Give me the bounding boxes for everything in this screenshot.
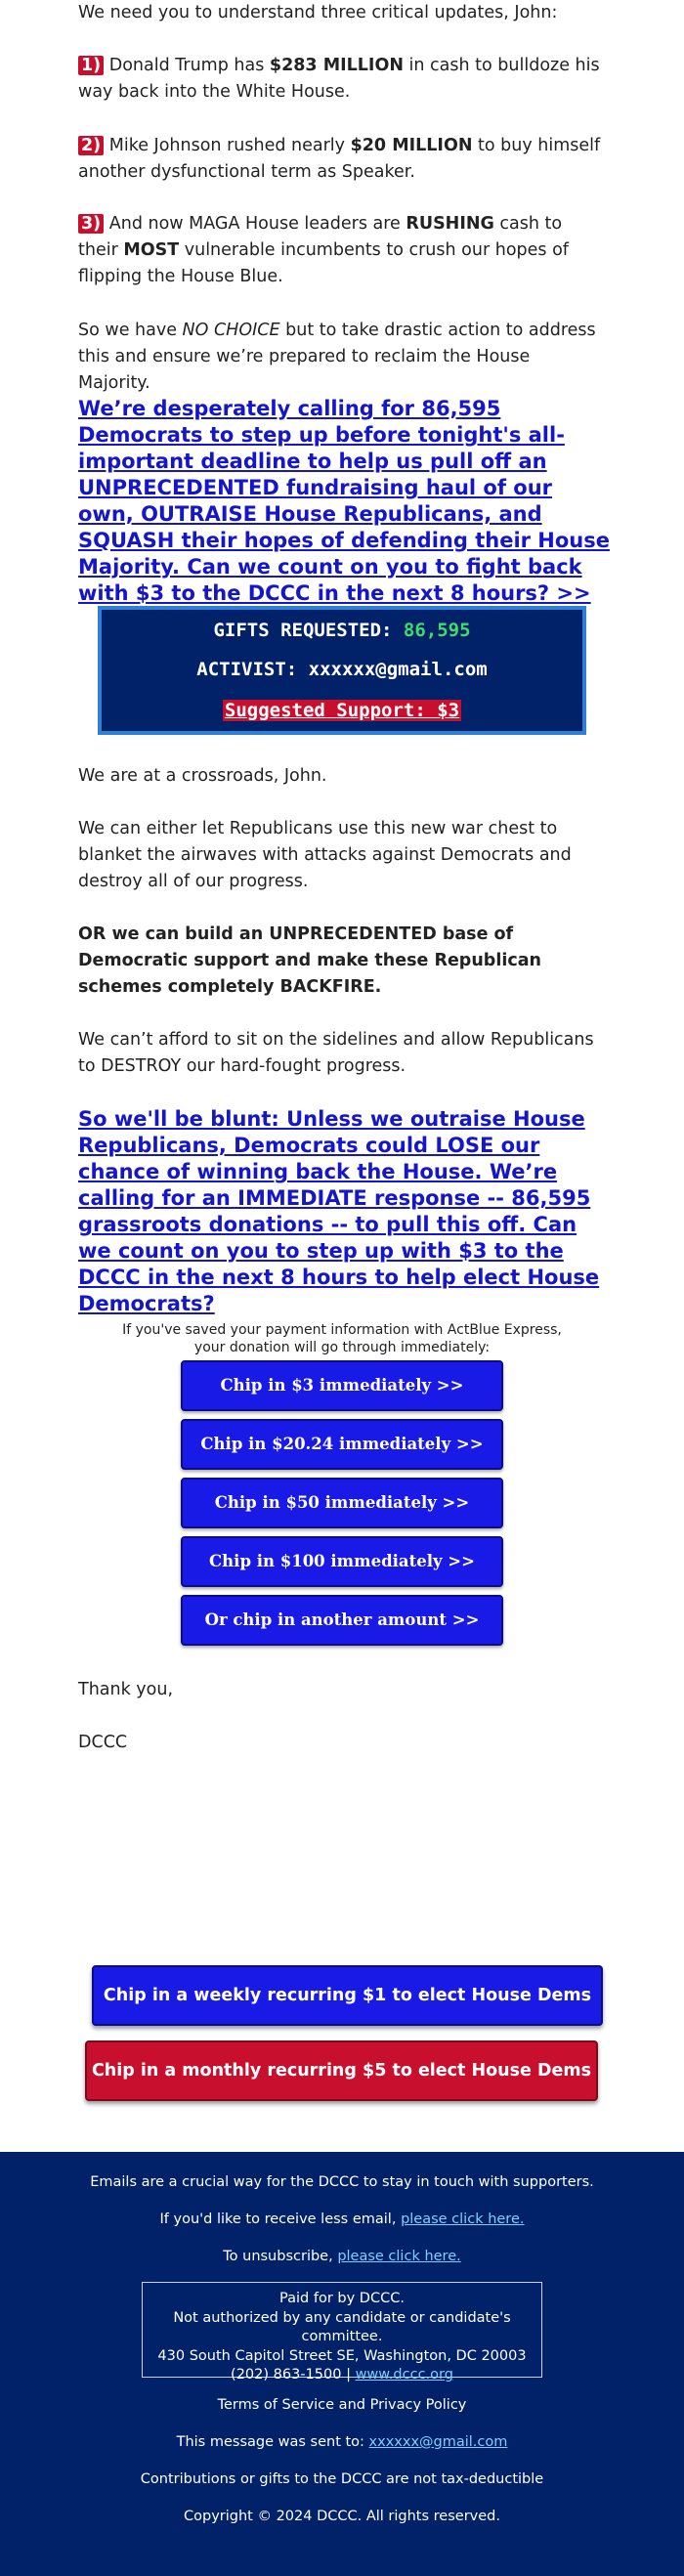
gifts-requested-row: GIFTS REQUESTED: 86,595 <box>213 620 471 641</box>
gifts-requested-box[interactable] <box>98 606 586 735</box>
donate-link-primary[interactable]: We’re desperately calling for 86,595 Democrats to step up before tonight's all-important deadline to help us pull off an UNPRECEDENTED fundraising haul of our own, OUTRAISE House Republicans, and SQUASH their hopes of defending their House Majority. Can we count on you to fight back with $3 to the DCCC in the next 8 hours? >> <box>78 397 611 605</box>
update-number: 2) <box>78 136 104 155</box>
sent-to-email[interactable]: xxxxxx@gmail.com <box>368 2434 508 2450</box>
update-1: 1) Donald Trump has $283 MILLION in cash to bulldoze his way back into the White House. <box>78 56 600 102</box>
express-notice: If you've saved your payment information with ActBlue Express, your donation will go through immediately: <box>122 1322 562 1355</box>
update-3: 3) And now MAGA House leaders are RUSHING cash to their MOST vulnerable incumbents to crush our hopes of flipping the House Blue. <box>78 214 569 286</box>
either-text: We can either let Republicans use this new war chest to blanket the airwaves with attacks against Democrats and destroy all of our progress. <box>78 819 572 891</box>
or-we-text: OR we can build an UNPRECEDENTED base of Democratic support and make these Republican schemes completely BACKFIRE. <box>78 924 541 997</box>
paid-for-box: Paid for by DCCC. Not authorized by any candidate or candidate's committee. 430 South Capitol Street SE, Washington, DC 20003 (202) 863-1500 | www.dccc.org <box>142 2282 542 2378</box>
thanks-text: Thank you, <box>78 1680 174 1699</box>
activist-email: xxxxxx@gmail.com <box>308 659 488 680</box>
footer <box>0 2152 684 2576</box>
chip-50-button[interactable]: Chip in $50 immediately >> <box>181 1478 503 1528</box>
monthly-recurring-button[interactable]: Chip in a monthly recurring $5 to elect House Dems >> <box>85 2040 598 2101</box>
footer-tax-note: Contributions or gifts to the DCCC are not tax-deductible <box>140 2471 544 2487</box>
crossroads-text: We are at a crossroads, John. <box>78 766 327 786</box>
footer-sent-to: This message was sent to: xxxxxx@gmail.com <box>176 2434 508 2450</box>
signature: DCCC <box>78 1733 128 1752</box>
no-choice-text: So we have NO CHOICE but to take drastic action to address this and ensure we’re prepared to reclaim the House Majority. <box>78 321 596 393</box>
dccc-website-link[interactable]: www.dccc.org <box>355 2367 453 2383</box>
chip-3-button[interactable]: Chip in $3 immediately >> <box>181 1360 503 1411</box>
cant-afford-text: We can’t afford to sit on the sidelines and allow Republicans to DESTROY our hard-fought progress. <box>78 1030 594 1076</box>
chip-100-button[interactable]: Chip in $100 immediately >> <box>181 1536 503 1587</box>
footer-copyright: Copyright © 2024 DCCC. All rights reserved. <box>184 2509 500 2524</box>
donate-link-secondary[interactable]: So we'll be blunt: Unless we outraise House Republicans, Democrats could LOSE our chance of winning back the House. We’re calling for an IMMEDIATE response -- 86,595 grassroots donations -- to pull this off. Can we count on you to step up with $3 to the DCCC in the next 8 hours to help elect House Democrats? <box>78 1107 600 1315</box>
weekly-recurring-button[interactable]: Chip in a weekly recurring $1 to elect House Dems <box>92 1965 603 2026</box>
less-email-link[interactable]: please click here. <box>401 2211 525 2227</box>
suggested-support-row <box>102 700 582 721</box>
footer-unsubscribe: To unsubscribe, please click here. <box>223 2249 461 2264</box>
terms-link[interactable]: Terms of Service and Privacy Policy <box>217 2397 467 2413</box>
update-number: 3) <box>78 214 104 234</box>
chip-other-button[interactable]: Or chip in another amount >> <box>181 1595 503 1646</box>
suggested-support[interactable]: Suggested Support: $3 <box>224 700 460 721</box>
gifts-count: 86,595 <box>403 620 471 641</box>
update-number: 1) <box>78 56 104 75</box>
unsubscribe-link[interactable]: please click here. <box>337 2249 461 2264</box>
footer-less-email: If you'd like to receive less email, please click here. <box>159 2211 525 2227</box>
activist-row: ACTIVIST: xxxxxx@gmail.com <box>196 659 488 680</box>
footer-crucial: Emails are a crucial way for the DCCC to stay in touch with supporters. <box>90 2174 594 2190</box>
update-2: 2) Mike Johnson rushed nearly $20 MILLION to buy himself another dysfunctional term as Speaker. <box>78 136 601 182</box>
chip-20-button[interactable]: Chip in $20.24 immediately >> <box>181 1419 503 1470</box>
intro-text: We need you to understand three critical updates, John: <box>78 3 558 22</box>
